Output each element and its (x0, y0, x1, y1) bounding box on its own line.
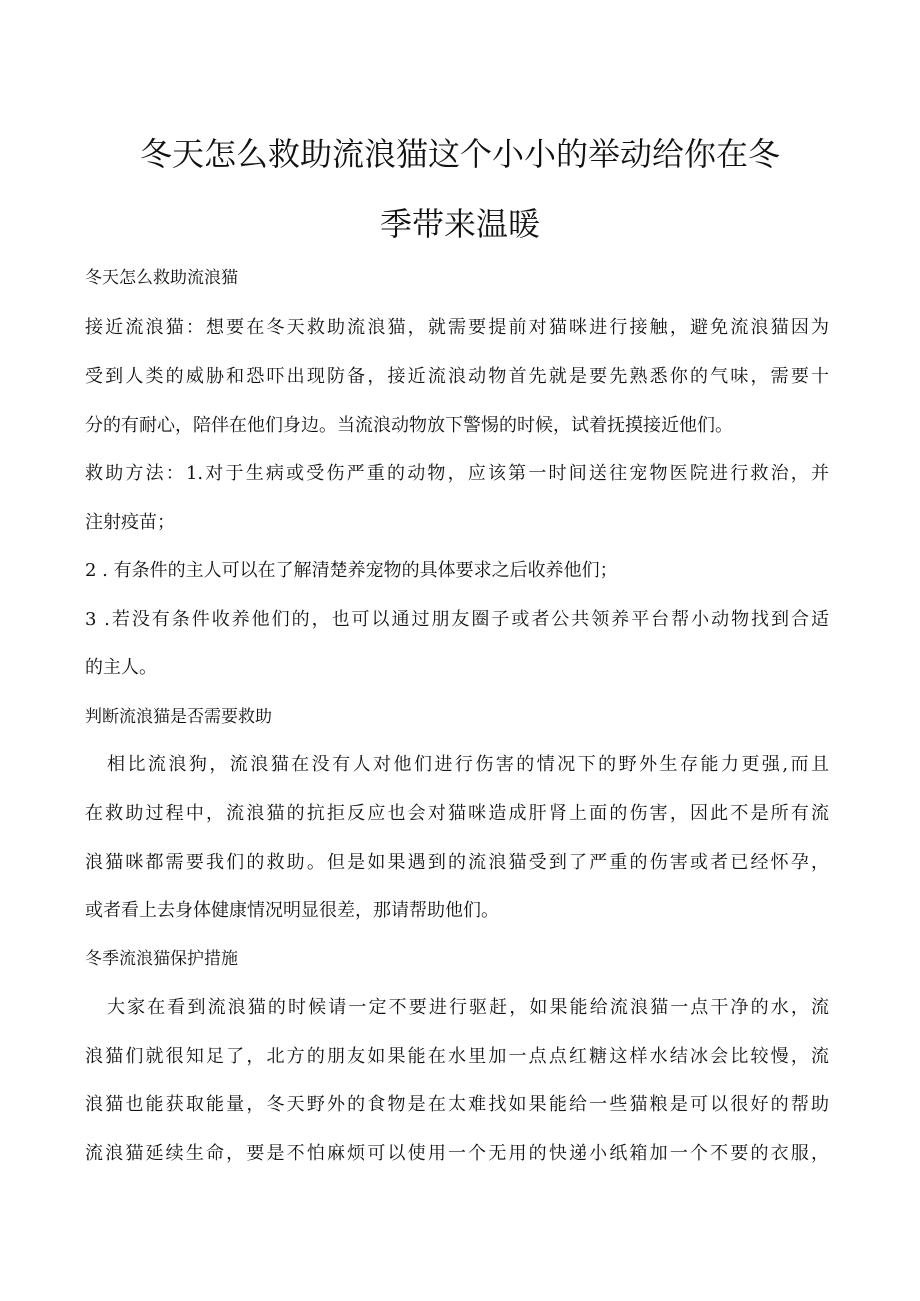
paragraph-line: 相比流浪狗，流浪猫在没有人对他们进行伤害的情况下的野外生存能力更强,而且 (107, 754, 829, 775)
document-title-line-2: 季带来温暖 (379, 205, 540, 243)
paragraph-line: 在救助过程中，流浪猫的抗拒反应也会对猫咪造成肝肾上面的伤害，因此不是所有流 (85, 803, 829, 824)
paragraph-line: 流浪猫延续生命，要是不怕麻烦可以使用一个无用的快递小纸箱加一个不要的衣服， (85, 1143, 829, 1164)
section-heading-protection: 冬季流浪猫保护措施 (85, 949, 238, 969)
paragraph-line: 的主人。 (85, 657, 157, 678)
paragraph-line: 大家在看到流浪猫的时候请一定不要进行驱赶，如果能给流浪猫一点干净的水，流 (107, 997, 829, 1018)
list-item: 3 .若没有条件收养他们的，也可以通过朋友圈子或者公共领养平台帮小动物找到合适 (85, 609, 829, 630)
paragraph-line: 或者看上去身体健康情况明显很差，那请帮助他们。 (85, 900, 499, 921)
document-title-line-1: 冬天怎么救助流浪猫这个小小的举动给你在冬 (139, 135, 780, 173)
list-item: 2 . 有条件的主人可以在了解清楚养宠物的具体要求之后收养他们； (85, 560, 618, 581)
paragraph-line: 浪猫咪都需要我们的救助。但是如果遇到的流浪猫受到了严重的伤害或者已经怀孕， (85, 852, 829, 873)
section-heading-rescue: 冬天怎么救助流浪猫 (85, 268, 238, 288)
paragraph-line: 浪猫们就很知足了，北方的朋友如果能在水里加一点点红糖这样水结冰会比较慢，流 (85, 1046, 829, 1067)
paragraph-line: 浪猫也能获取能量，冬天野外的食物是在太难找如果能给一些猫粮是可以很好的帮助 (85, 1094, 829, 1115)
paragraph-line: 救助方法：1.对于生病或受伤严重的动物，应该第一时间送往宠物医院进行救治，并 (85, 463, 829, 484)
paragraph-line: 接近流浪猫：想要在冬天救助流浪猫，就需要提前对猫咪进行接触，避免流浪猫因为 (85, 317, 829, 338)
section-heading-judge: 判断流浪猫是否需要救助 (85, 707, 272, 727)
paragraph-line: 分的有耐心，陪伴在他们身边。当流浪动物放下警惕的时候，试着抚摸接近他们。 (85, 415, 733, 436)
paragraph-line: 注射疫苗； (85, 512, 175, 533)
paragraph-line: 受到人类的威胁和恐吓出现防备，接近流浪动物首先就是要先熟悉你的气味，需要十 (85, 366, 829, 387)
